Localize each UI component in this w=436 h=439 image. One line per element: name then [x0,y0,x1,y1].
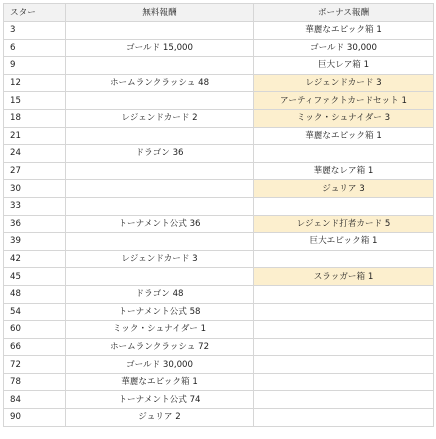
free-reward-cell: ミック・シュナイダー 1 [66,321,254,339]
star-cell: 72 [4,356,66,374]
bonus-reward-cell-highlighted: アーティファクトカードセット 1 [254,92,434,110]
table-row [4,303,434,321]
bonus-reward-cell [254,303,434,321]
table-row [4,92,434,110]
free-reward-cell [66,22,254,40]
free-reward-cell: ドラゴン 48 [66,285,254,303]
bonus-reward-cell-highlighted: レジェンドカード 3 [254,74,434,92]
bonus-reward-cell-highlighted: ミック・シュナイダー 3 [254,109,434,127]
bonus-reward-cell: 華麗なレア箱 1 [254,162,434,180]
column-header-free-reward: 無料報酬 [66,4,254,22]
table-row [4,321,434,339]
reward-table [3,3,434,427]
free-reward-cell: レジェンドカード 2 [66,109,254,127]
star-cell: 9 [4,57,66,75]
bonus-reward-cell-highlighted: レジェンド打者カード 5 [254,215,434,233]
bonus-reward-cell [254,338,434,356]
bonus-reward-cell [254,197,434,215]
table-row [4,338,434,356]
star-cell: 33 [4,197,66,215]
free-reward-cell: トーナメント公式 74 [66,391,254,409]
table-row [4,145,434,163]
star-cell: 45 [4,268,66,286]
bonus-reward-cell-highlighted: ジュリア 3 [254,180,434,198]
table-row [4,197,434,215]
star-cell: 66 [4,338,66,356]
bonus-reward-cell [254,321,434,339]
free-reward-cell [66,180,254,198]
star-cell: 6 [4,39,66,57]
table-row [4,39,434,57]
table-row [4,285,434,303]
star-cell: 24 [4,145,66,163]
bonus-reward-cell [254,373,434,391]
star-cell: 30 [4,180,66,198]
star-cell: 39 [4,233,66,251]
bonus-reward-cell [254,391,434,409]
table-row [4,373,434,391]
bonus-reward-cell: 華麗なエピック箱 1 [254,127,434,145]
bonus-reward-cell-highlighted: スラッガー箱 1 [254,268,434,286]
free-reward-cell: レジェンドカード 3 [66,250,254,268]
free-reward-cell: ゴールド 30,000 [66,356,254,374]
table-row [4,356,434,374]
free-reward-cell: ジュリア 2 [66,409,254,427]
table-row [4,109,434,127]
free-reward-cell [66,127,254,145]
star-cell: 78 [4,373,66,391]
column-header-bonus-reward: ボーナス報酬 [254,4,434,22]
free-reward-cell: ドラゴン 36 [66,145,254,163]
table-row [4,268,434,286]
free-reward-cell [66,92,254,110]
star-cell: 48 [4,285,66,303]
free-reward-cell [66,268,254,286]
star-cell: 3 [4,22,66,40]
table-row [4,127,434,145]
star-cell: 15 [4,92,66,110]
reward-table-container [3,3,434,427]
free-reward-cell: トーナメント公式 58 [66,303,254,321]
star-cell: 60 [4,321,66,339]
table-row [4,250,434,268]
star-cell: 90 [4,409,66,427]
bonus-reward-cell: ゴールド 30,000 [254,39,434,57]
free-reward-cell: 華麗なエピック箱 1 [66,373,254,391]
bonus-reward-cell [254,145,434,163]
bonus-reward-cell: 華麗なエピック箱 1 [254,22,434,40]
column-header-star: スター [4,4,66,22]
free-reward-cell [66,197,254,215]
bonus-reward-cell: 巨大エピック箱 1 [254,233,434,251]
star-cell: 27 [4,162,66,180]
table-row [4,215,434,233]
table-header-row [4,4,434,22]
star-cell: 12 [4,74,66,92]
star-cell: 18 [4,109,66,127]
free-reward-cell: ホームランクラッシュ 48 [66,74,254,92]
free-reward-cell [66,233,254,251]
free-reward-cell: トーナメント公式 36 [66,215,254,233]
free-reward-cell [66,57,254,75]
star-cell: 21 [4,127,66,145]
bonus-reward-cell [254,250,434,268]
bonus-reward-cell [254,285,434,303]
bonus-reward-cell [254,409,434,427]
free-reward-cell [66,162,254,180]
table-row [4,180,434,198]
free-reward-cell: ホームランクラッシュ 72 [66,338,254,356]
table-row [4,391,434,409]
star-cell: 42 [4,250,66,268]
table-row [4,74,434,92]
table-row [4,409,434,427]
table-row [4,233,434,251]
bonus-reward-cell [254,356,434,374]
star-cell: 84 [4,391,66,409]
bonus-reward-cell: 巨大レア箱 1 [254,57,434,75]
table-row [4,57,434,75]
star-cell: 54 [4,303,66,321]
table-row [4,162,434,180]
star-cell: 36 [4,215,66,233]
free-reward-cell: ゴールド 15,000 [66,39,254,57]
table-row [4,22,434,40]
